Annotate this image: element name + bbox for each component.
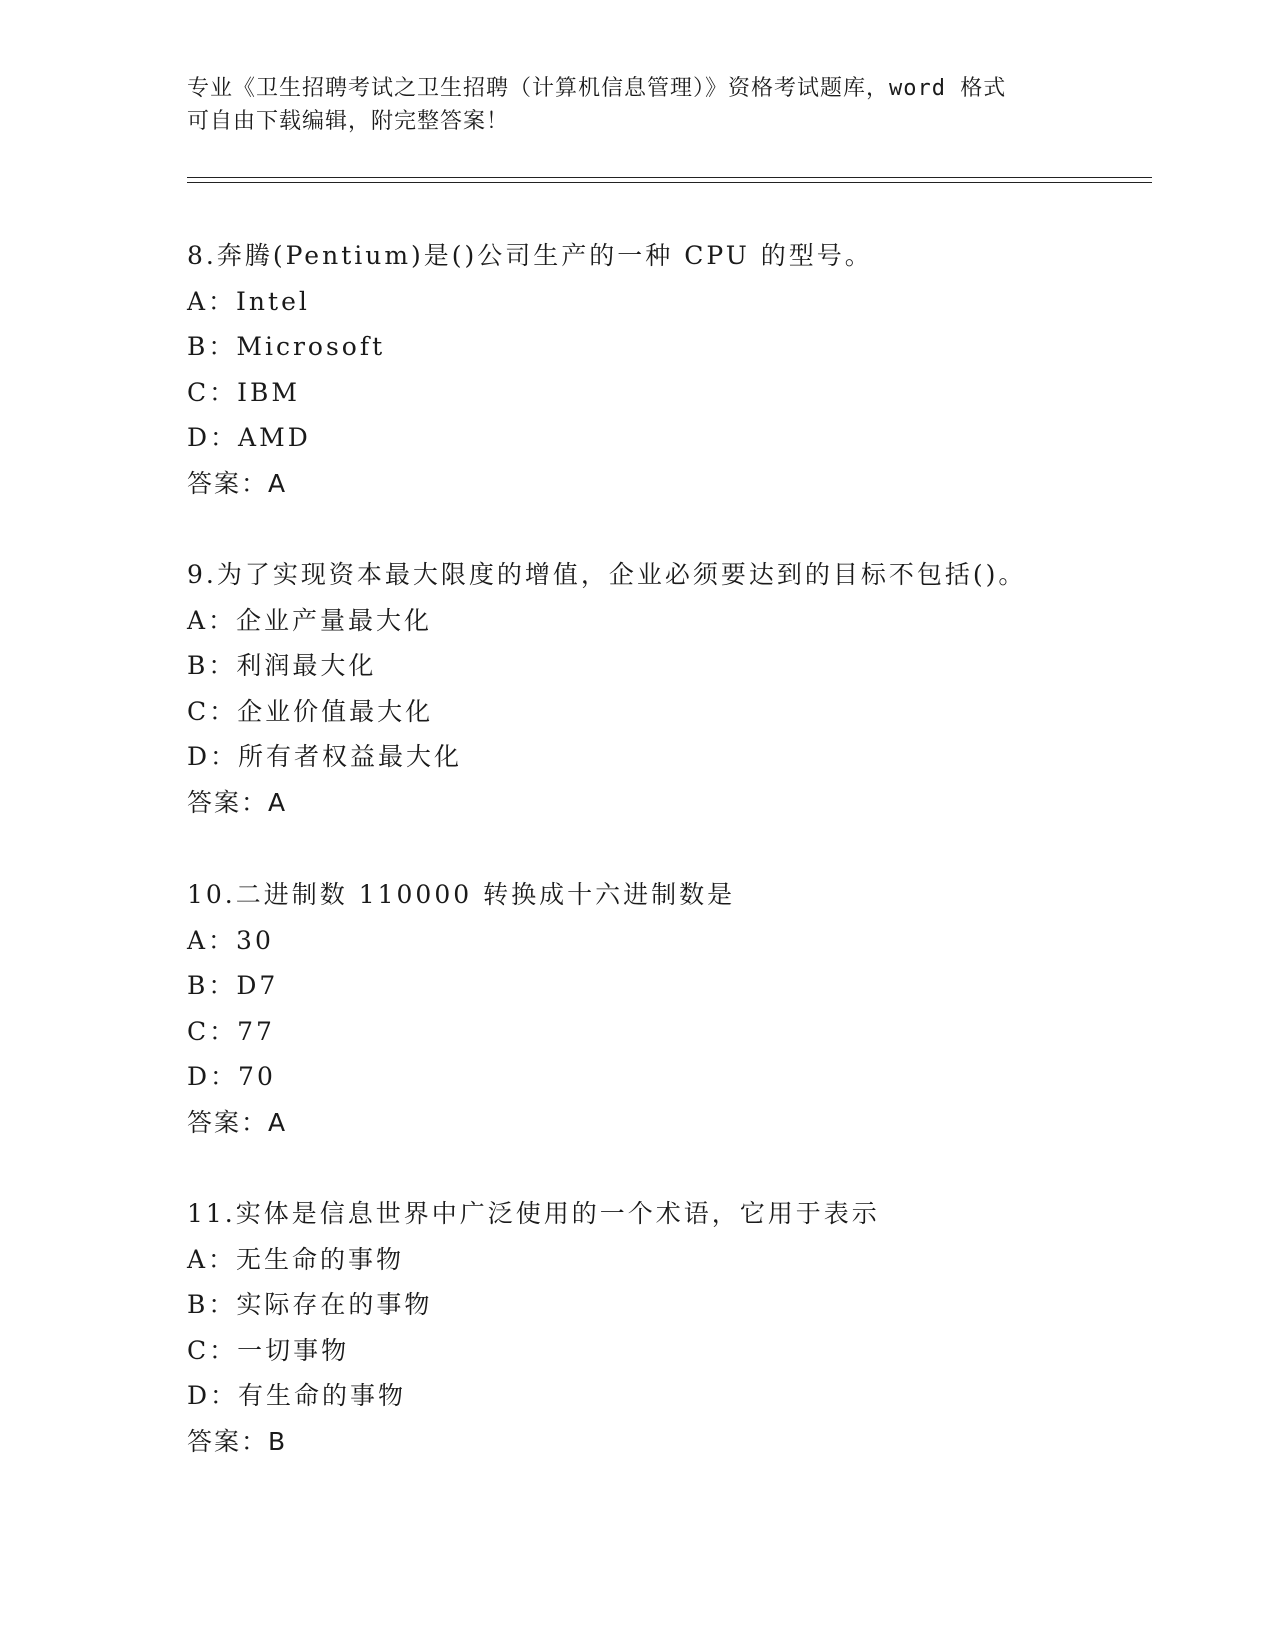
- option-d: D：AMD: [187, 423, 311, 452]
- answer-line: 答案：A: [187, 468, 288, 498]
- option-b: B：D7: [187, 971, 279, 1000]
- question-text: 9.为了实现资本最大限度的增值，企业必须要达到的目标不包括()。: [187, 560, 1027, 589]
- option-c: C：一切事物: [187, 1335, 350, 1365]
- answer-line: 答案：A: [187, 787, 288, 817]
- question-10: [187, 872, 1187, 1145]
- header-divider-bottom: [187, 182, 1152, 183]
- option-a: A：企业产量最大化: [187, 605, 433, 635]
- answer-line: 答案：B: [187, 1426, 288, 1456]
- answer-line: 答案：A: [187, 1107, 288, 1137]
- option-a: A：30: [187, 925, 274, 955]
- question-9: [187, 552, 1187, 825]
- header-line-1: 专业《卫生招聘考试之卫生招聘（计算机信息管理）》资格考试题库，word 格式: [187, 76, 1007, 101]
- option-b: B：利润最大化: [187, 651, 377, 680]
- option-c: C：IBM: [187, 377, 300, 407]
- header-line-2: 可自由下载编辑，附完整答案！: [187, 109, 510, 134]
- option-c: C：77: [187, 1016, 275, 1046]
- question-text: 10.二进制数 110000 转换成十六进制数是: [187, 880, 736, 909]
- question-text: 11.实体是信息世界中广泛使用的一个术语，它用于表示: [187, 1199, 880, 1228]
- question-text: 8.奔腾(Pentium)是()公司生产的一种 CPU 的型号。: [187, 241, 873, 270]
- document-header: [187, 72, 1087, 138]
- option-b: B：Microsoft: [187, 332, 386, 361]
- option-a: A：Intel: [187, 286, 310, 316]
- option-c: C：企业价值最大化: [187, 696, 434, 726]
- option-d: D：有生命的事物: [187, 1381, 407, 1410]
- option-d: D：70: [187, 1062, 276, 1091]
- question-11: [187, 1191, 1187, 1464]
- option-a: A：无生命的事物: [187, 1244, 405, 1274]
- header-divider-top: [187, 177, 1152, 178]
- option-d: D：所有者权益最大化: [187, 742, 463, 771]
- question-8: [187, 233, 1187, 506]
- option-b: B：实际存在的事物: [187, 1290, 433, 1319]
